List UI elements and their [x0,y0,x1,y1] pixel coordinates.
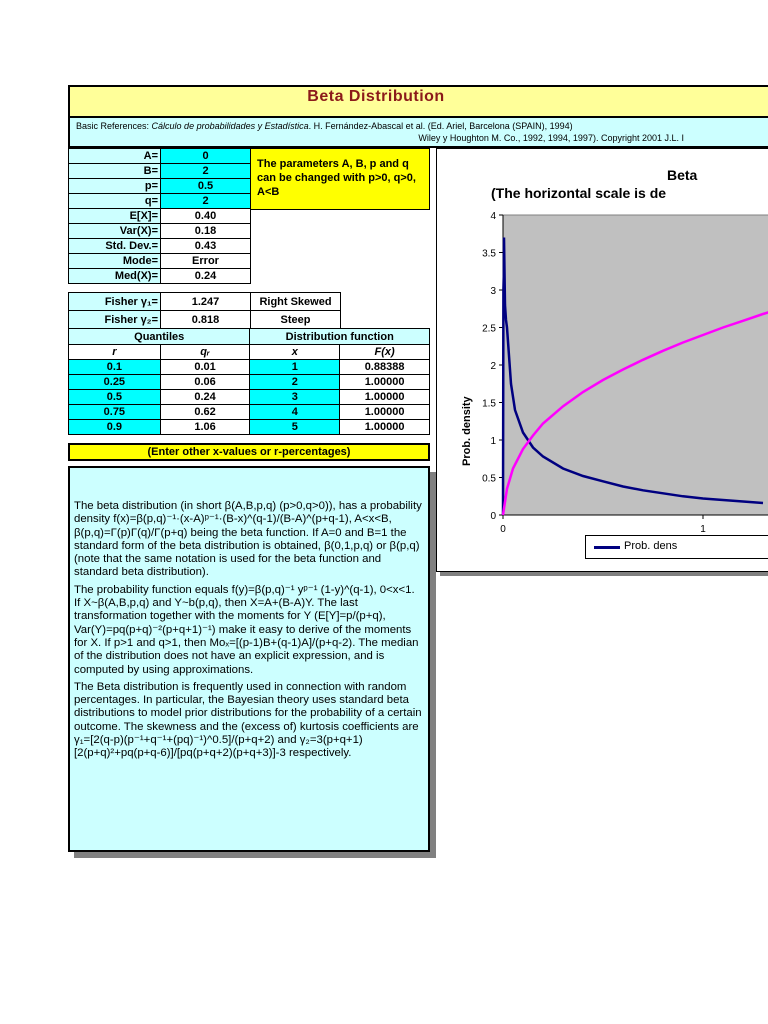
param-label: A= [69,149,161,164]
f-value: 0.88388 [340,360,430,375]
chart-container[interactable] [436,148,768,572]
stat-label: Mode= [69,254,161,269]
y-tick-label: 2 [490,361,496,372]
q-value: 0.62 [160,405,250,420]
stat-value[interactable]: 0.18 [161,224,251,239]
y-tick-label: 0.5 [482,473,496,485]
references-prefix: Basic References: [76,121,152,131]
x-input[interactable]: 1 [250,360,340,375]
table-row [69,420,430,435]
x-input[interactable]: 3 [250,390,340,405]
quantiles-header: Quantiles [69,329,250,345]
y-tick-label: 3 [490,286,496,297]
column-header-row [69,345,430,360]
r-input[interactable]: 0.5 [69,390,161,405]
stat-row [69,254,251,269]
legend-entry: Prob. dens [624,540,678,552]
chart-svg [437,149,768,573]
enter-values-note: (Enter other x-values or r-percentages) [68,443,430,461]
table-row [69,375,430,390]
y-tick-label: 4 [490,211,496,222]
y-tick-label: 1.5 [482,398,496,410]
description-paragraph-3: The Beta distribution is frequently used in connection with random percentages. In particular, the Bayesian theory uses standard beta distributions to model prior distributions for the probability of a certain outcome. The skewness and the (excess of) kurtosis coefficients are γ₁=[2(q-p)(p⁻¹+q⁻¹+(pq)⁻¹)^0.5]/(p+q+2) and γ₂=3(p+q+1)[2(p+q)²+pq(p+q-6)]/[pq(p+q+2)(p+q+3)]-3 respectively. [74,680,422,760]
page-title: Beta Distribution [307,88,445,105]
x-input[interactable]: 2 [250,375,340,390]
fisher-label: Fisher γ₁= [69,293,161,311]
col-x-header: x [250,345,340,360]
param-q-input[interactable]: 2 [161,194,251,209]
fisher-desc: Steep [251,311,341,329]
y-tick-label: 3.5 [482,248,496,260]
table-row [69,405,430,420]
x-tick-label: 1 [700,524,706,535]
f-value: 1.00000 [340,390,430,405]
quantiles-table [68,328,430,435]
stat-value[interactable]: 0.24 [161,269,251,284]
stat-row [69,209,251,224]
stat-value[interactable]: 0.40 [161,209,251,224]
q-value: 0.06 [160,375,250,390]
legend-swatch [594,546,620,549]
stat-value[interactable]: 0.43 [161,239,251,254]
param-b-input[interactable]: 2 [161,164,251,179]
stat-label: Med(X)= [69,269,161,284]
fisher-row [69,293,341,311]
param-label: q= [69,194,161,209]
stat-row [69,224,251,239]
r-input[interactable]: 0.9 [69,420,161,435]
param-row [69,164,251,179]
references-line-2: Wiley y Houghton M. Co., 1992, 1994, 1997). Copyright 2001 J.L. I [418,133,684,143]
chart-legend [585,535,768,559]
fisher-desc: Right Skewed [251,293,341,311]
x-input[interactable]: 5 [250,420,340,435]
table-row [69,390,430,405]
f-value: 1.00000 [340,420,430,435]
parameters-table [68,148,251,284]
r-input[interactable]: 0.25 [69,375,161,390]
col-q-header: qᵣ [160,345,250,360]
col-r-header: r [69,345,161,360]
fisher-row [69,311,341,329]
f-value: 1.00000 [340,405,430,420]
param-row [69,179,251,194]
quantiles-header-row [69,329,430,345]
description-textbox [68,466,430,852]
distfn-header: Distribution function [250,329,430,345]
stat-row [69,269,251,284]
param-row [69,149,251,164]
q-value: 0.24 [160,390,250,405]
q-value: 1.06 [160,420,250,435]
param-a-input[interactable]: 0 [161,149,251,164]
chart-title: Beta [667,167,698,183]
parameters-note: The parameters A, B, p and q can be changed with p>0, q>0, A<B [250,148,430,210]
q-value: 0.01 [160,360,250,375]
stat-row [69,239,251,254]
stat-label: Var(X)= [69,224,161,239]
stat-label: Std. Dev.= [69,239,161,254]
table-row [69,360,430,375]
stat-value[interactable]: Error [161,254,251,269]
description-paragraph-2: The probability function equals f(y)=β(p,q)⁻¹ yᵖ⁻¹ (1-y)^(q-1), 0<x<1. If X~β(A,B,p,q) and Y~b(p,q), then X=A+(B-A)Y. The last transformation together with the moments for Y (E[Y]=p/(p+q), Var(Y)=pq(p+q)⁻²(p+q+1)⁻¹) make it easy to derive of the moments for X. If p>1 and q>1, then Moₓ=[(p-1)B+(q-1)A]/(p+q-2). The median of the distribution does not have an explicit expression, and is computed by using approximations. [74,583,419,676]
r-input[interactable]: 0.1 [69,360,161,375]
y-axis-label: Prob. density [461,396,473,466]
r-input[interactable]: 0.75 [69,405,161,420]
fisher-value[interactable]: 0.818 [161,311,251,329]
x-input[interactable]: 4 [250,405,340,420]
y-tick-label: 1 [490,436,496,447]
col-f-header: F(x) [340,345,430,360]
y-tick-label: 2.5 [482,323,496,335]
references-rest: . H. Fernández-Abascal et al. (Ed. Ariel, Barcelona (SPAIN), 1994) [308,121,573,131]
stat-label: E[X]= [69,209,161,224]
fisher-value[interactable]: 1.247 [161,293,251,311]
param-label: p= [69,179,161,194]
plot-area [503,215,768,515]
fisher-table [68,292,341,329]
references-row [68,118,768,148]
param-row [69,194,251,209]
f-value: 1.00000 [340,375,430,390]
fisher-label: Fisher γ₂= [69,311,161,329]
y-tick-label: 0 [490,511,496,522]
references-line-1 [76,121,573,131]
references-book: Cálculo de probabilidades y Estadística [151,121,309,131]
param-label: B= [69,164,161,179]
param-p-input[interactable]: 0.5 [161,179,251,194]
description-paragraph-1: The beta distribution (in short β(A,B,p,q) (p>0,q>0)), has a probability density f(x)=β(p,q)⁻¹·(x-A)ᵖ⁻¹·(B-x)^(q-1)/(B-A)^(p+q-1), A<x<B, β(p,q)=Γ(p)Γ(q)/Γ(p+q) being the beta function. If A=0 and B=1 the standard form of the beta distribution is obtained, β(0,1,p,q) or β(p,q) (note that the same notation is used for the beta function and standard beta distribution). [74,500,422,579]
x-tick-label: 0 [500,524,506,535]
chart-subtitle: (The horizontal scale is de [491,185,667,201]
